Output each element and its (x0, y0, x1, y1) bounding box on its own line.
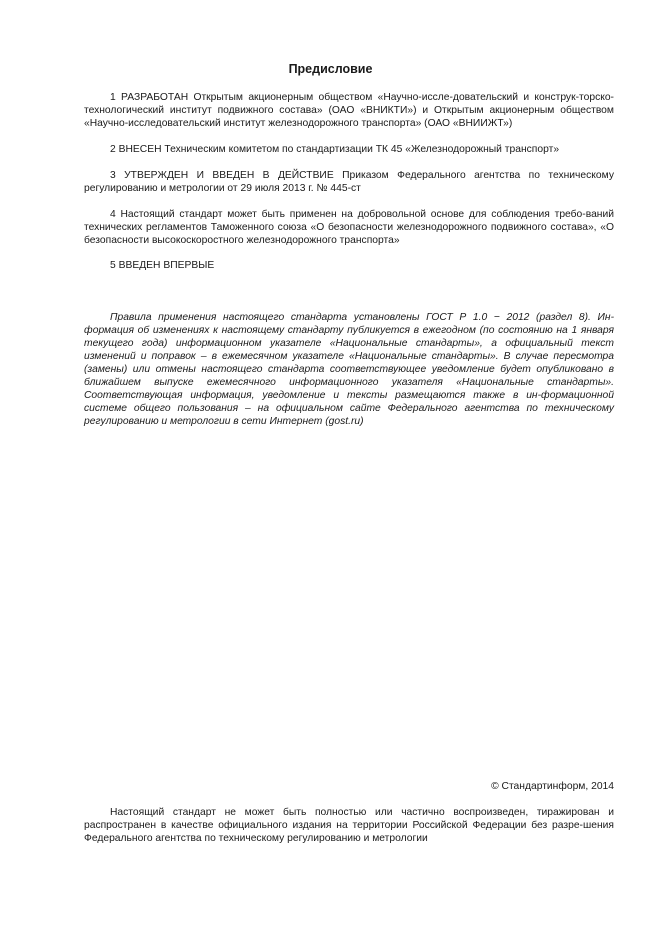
paragraph-introduced-by: 2 ВНЕСЕН Техническим комитетом по стандартизации ТК 45 «Железнодорожный транспорт» (110, 144, 560, 155)
copyright-line: © Стандартинформ, 2014 (491, 781, 614, 792)
page-title: Предисловие (288, 62, 373, 76)
paragraph-developed-by: 1 РАЗРАБОТАН Открытым акционерным обществом «Научно-иссле-довательский и конструк-торско-технологический институт подвижного состава» (ОАО «ВНИКТИ») и Открытым акционерным обществом «Научно-исследовательский институт железнодорожного транспорта» (ОАО «ВНИИЖТ») (84, 92, 614, 129)
paragraph-applicability: 4 Настоящий стандарт может быть применен на добровольной основе для соблюдения требо-ваний технических регламентов Таможенного союза «О безопасности железнодорожного подвижного состава», «О безопасности высокоскоростного железнодорожного транспорта» (84, 209, 614, 246)
notice-rules-application: Правила применения настоящего стандарта установлены ГОСТ Р 1.0 − 2012 (раздел 8). Ин-формация об изменениях к настоящему стандарту публикуется в ежегодном (по состоянию на 1 января текущего года) информационном указателе «Национальные стандарты», а официальный текст изменений и поправок – в ежемесячном указателе «Национальные стандарты». В случае пересмотра (замены) или отмены настоящего стандарта соответствующее уведомление будет опубликовано в ближайшем выпуске ежемесячного информационного указателя «Национальные стандарты». Соответствующая информация, уведомление и тексты размещаются также в ин-формационной системе общего пользования – на официальном сайте Федерального агентства по техническому регулированию и метрологии в сети Интернет (gost.ru) (84, 312, 614, 427)
paragraph-first-introduced: 5 ВВЕДЕН ВПЕРВЫЕ (110, 260, 215, 271)
reproduction-notice: Настоящий стандарт не может быть полностью или частично воспроизведен, тиражирован и распространен в качестве официального издания на территории Российской Федерации без разре-шения Федерального агентства по техническому регулированию и метрологии (84, 807, 614, 844)
paragraph-approved: 3 УТВЕРЖДЕН И ВВЕДЕН В ДЕЙСТВИЕ Приказом Федерального агентства по техническому регулированию и метрологии от 29 июля 2013 г. № 445-ст (84, 170, 614, 194)
